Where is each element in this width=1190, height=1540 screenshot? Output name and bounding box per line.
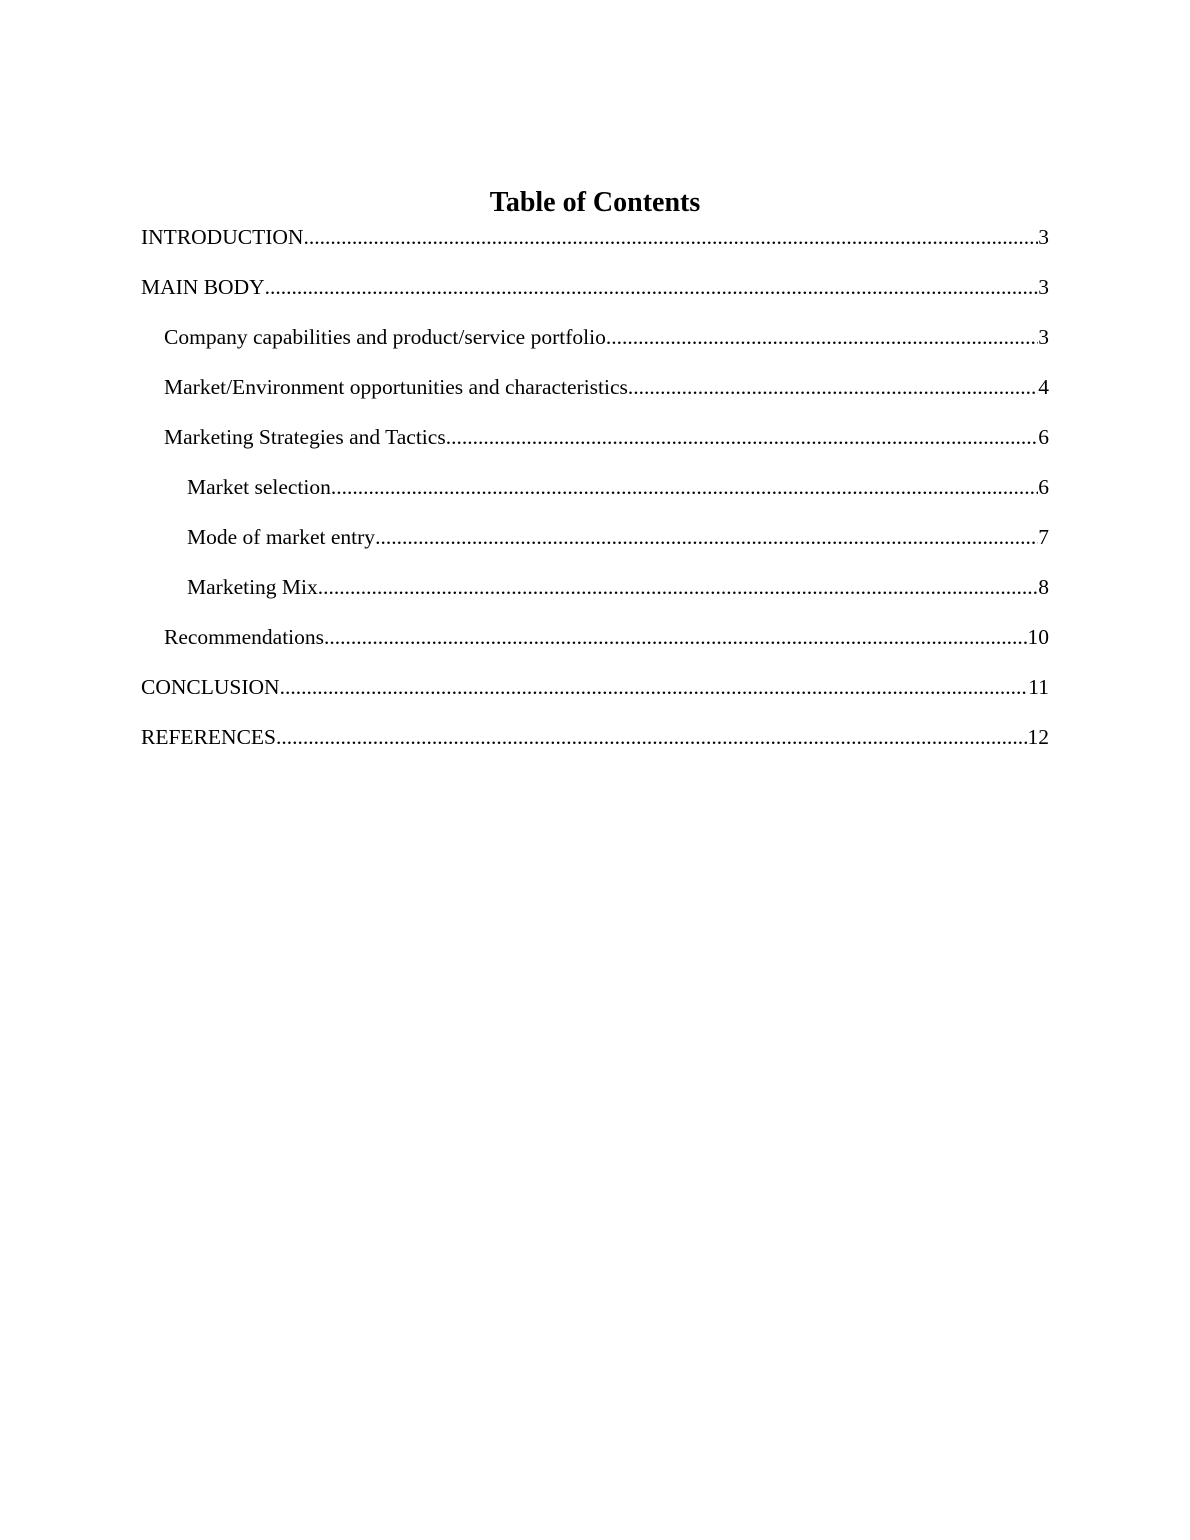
toc-dot-leader <box>303 222 1038 252</box>
toc-entry-main-body[interactable] <box>141 272 1049 322</box>
toc-entry-label: Recommendations <box>164 625 325 649</box>
toc-page-number: 10 <box>1027 625 1049 649</box>
toc-page-number: 6 <box>1038 475 1049 499</box>
toc-page-number: 3 <box>1038 225 1049 249</box>
toc-dot-leader <box>265 272 1039 302</box>
toc-dot-leader <box>331 472 1038 502</box>
toc-entry-label: INTRODUCTION <box>141 225 304 249</box>
toc-entry-mode-of-market-entry[interactable] <box>141 522 1049 572</box>
toc-dot-leader <box>606 322 1038 352</box>
toc-entry-references[interactable] <box>141 722 1049 772</box>
toc-entry-marketing-mix[interactable] <box>141 572 1049 622</box>
toc-dot-leader <box>318 572 1038 602</box>
toc-entry-label: CONCLUSION <box>141 675 280 699</box>
toc-entry-marketing-strategies[interactable] <box>141 422 1049 472</box>
toc-entry-market-environment[interactable] <box>141 372 1049 422</box>
toc-page-number: 7 <box>1038 525 1049 549</box>
toc-entry-label: Mode of market entry <box>187 525 376 549</box>
toc-page-number: 6 <box>1038 425 1049 449</box>
toc-entry-label: MAIN BODY <box>141 275 265 299</box>
toc-page-number: 4 <box>1038 375 1049 399</box>
toc-entry-conclusion[interactable] <box>141 672 1049 722</box>
toc-entry-label: Marketing Strategies and Tactics <box>164 425 446 449</box>
toc-entry-recommendations[interactable] <box>141 622 1049 672</box>
toc-entry-label: Marketing Mix <box>187 575 318 599</box>
toc-entry-label: Market selection <box>187 475 331 499</box>
toc-page-number: 3 <box>1038 325 1049 349</box>
toc-title: Table of Contents <box>489 187 701 218</box>
toc-dot-leader <box>280 672 1029 702</box>
toc-dot-leader <box>324 622 1027 652</box>
toc-entry-market-selection[interactable] <box>141 472 1049 522</box>
toc-dot-leader <box>375 522 1038 552</box>
toc-page-number: 12 <box>1027 725 1049 749</box>
toc-entry-label: REFERENCES <box>141 725 276 749</box>
toc-entry-label: Market/Environment opportunities and characteristics <box>164 375 628 399</box>
toc-dot-leader <box>276 722 1028 752</box>
toc-page-number: 3 <box>1038 275 1049 299</box>
toc-entry-company-capabilities[interactable] <box>141 322 1049 372</box>
toc-entry-label: Company capabilities and product/service portfolio <box>164 325 606 349</box>
toc-entry-introduction[interactable] <box>141 222 1049 272</box>
toc-page-number: 8 <box>1038 575 1049 599</box>
toc-page-number: 11 <box>1028 675 1049 699</box>
toc-dot-leader <box>446 422 1039 452</box>
toc-list <box>141 222 1049 772</box>
toc-dot-leader <box>628 372 1038 402</box>
